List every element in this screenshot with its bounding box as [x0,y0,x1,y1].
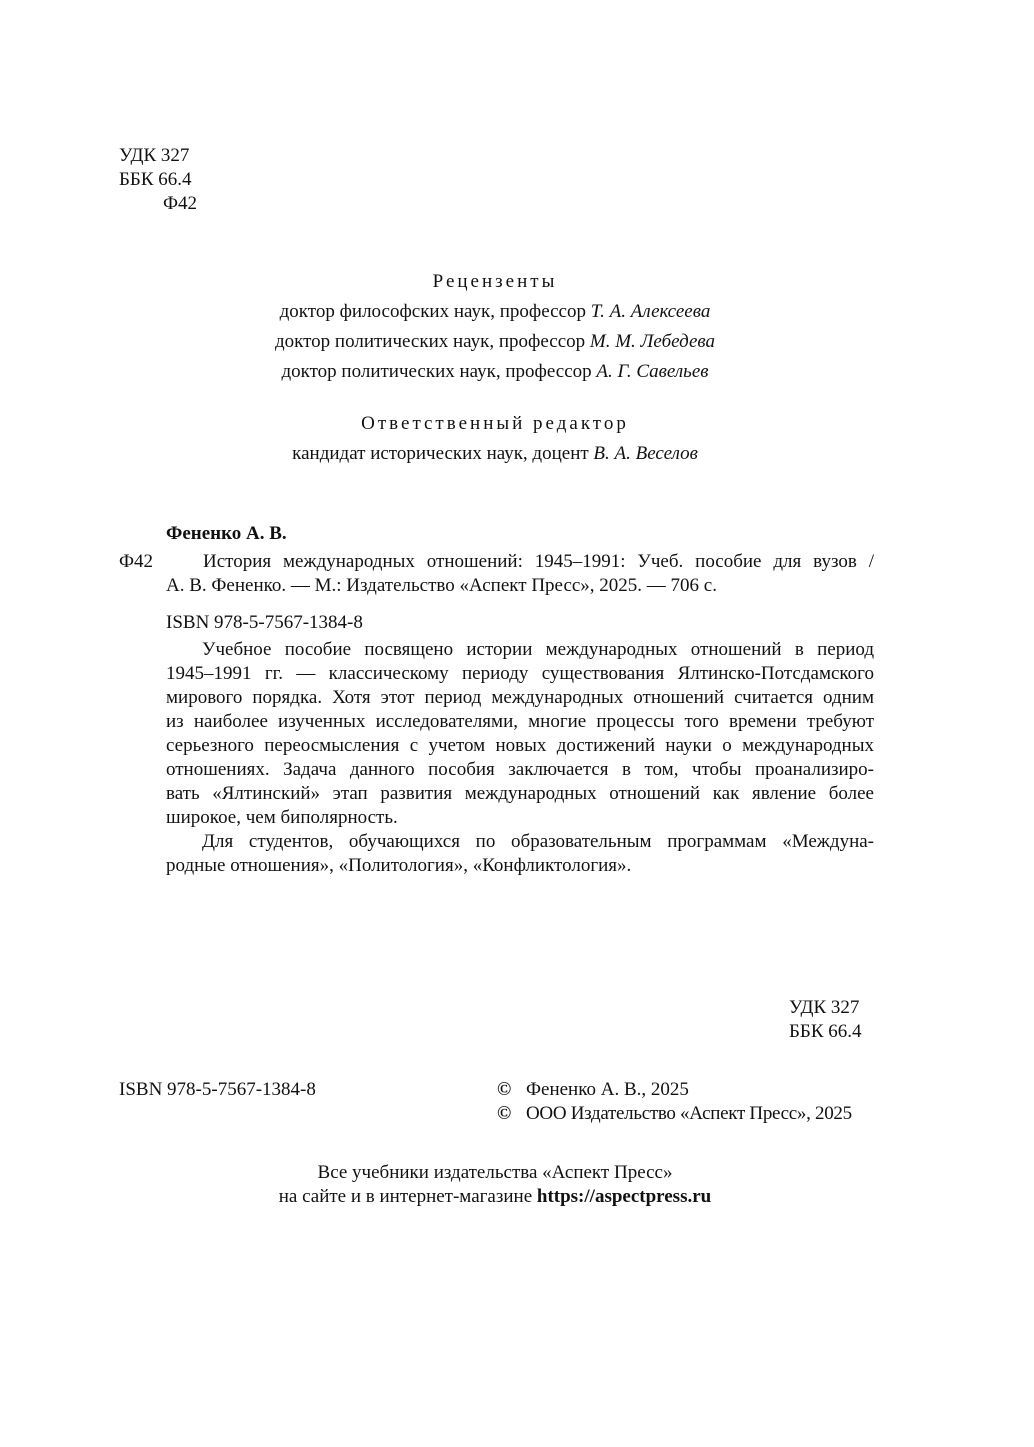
annotation-line: из наиболее изученных исследователями, многие процессы того времени требуют [166,711,874,732]
annotation-line: Учебное пособие посвящено истории международных отношений в период [202,639,874,660]
record-mark: Ф42 [119,551,154,572]
copyright-line: Фененко А. В., 2025 [526,1079,689,1100]
footer-isbn: ISBN 978-5-7567-1384-8 [119,1079,316,1100]
reviewers-heading: Рецензенты [432,271,558,292]
record-author: Фененко А. В. [166,523,287,544]
promo-text: на сайте и в интернет-магазине [278,1186,533,1207]
bbk-code-top: ББК 66.4 [119,169,192,190]
annotation-line: вать «Ялтинский» этап развития международных отношений как явление более [166,783,874,804]
promo-line-2 [0,1185,990,1209]
annotation-line: серьезного переосмысления с учетом новых достижений науки о международных [166,735,874,756]
reviewer-line [0,360,990,384]
reviewer-role: доктор философских наук, профессор [279,301,586,322]
audience-line: Для студентов, обучающихся по образовательным программам «Междуна- [202,831,874,852]
udk-code-bottom: УДК 327 [789,997,860,1018]
reviewer-name: Т. А. Алексеева [590,301,711,322]
reviewer-line [0,300,990,324]
record-title-line: История международных отношений: 1945–1991: Учеб. пособие для вузов / [203,551,874,572]
copyright-icon: © [497,1103,512,1124]
editor-line [0,442,990,466]
audience-line: родные отношения», «Политология», «Конфликтология». [166,855,632,876]
udk-code-top: УДК 327 [119,145,190,166]
publisher-link[interactable]: https://aspectpress.ru [536,1186,712,1207]
annotation-line: отношениях. Задача данного пособия заключается в том, чтобы проанализиро- [166,759,874,780]
editor-role: кандидат исторических наук, доцент [292,443,589,464]
copyright-line: ООО Издательство «Аспект Пресс», 2025 [526,1103,852,1124]
annotation-line: широкое, чем биполярность. [166,807,398,828]
editor-heading: Ответственный редактор [361,413,629,434]
promo-line: Все учебники издательства «Аспект Пресс» [317,1162,673,1183]
reviewer-role: доктор политических наук, профессор [274,331,586,352]
annotation-line: 1945–1991 гг. — классическому периоду существования Ялтинско-Потсдамского [166,663,874,684]
record-title-line: А. В. Фененко. — М.: Издательство «Аспект Пресс», 2025. — 706 с. [166,575,717,596]
reviewer-role: доктор политических наук, профессор [281,361,592,382]
copyright-icon: © [497,1079,512,1100]
reviewer-name: М. М. Лебедева [589,331,716,352]
author-mark-top: Ф42 [163,193,198,214]
record-isbn: ISBN 978-5-7567-1384-8 [166,612,363,633]
reviewer-name: А. Г. Савельев [596,361,709,382]
annotation-line: мирового порядка. Хотя этот период международных отношений считается одним [166,687,874,708]
bbk-code-bottom: ББК 66.4 [789,1021,862,1042]
editor-name: В. А. Веселов [593,443,698,464]
reviewer-line [0,330,990,354]
